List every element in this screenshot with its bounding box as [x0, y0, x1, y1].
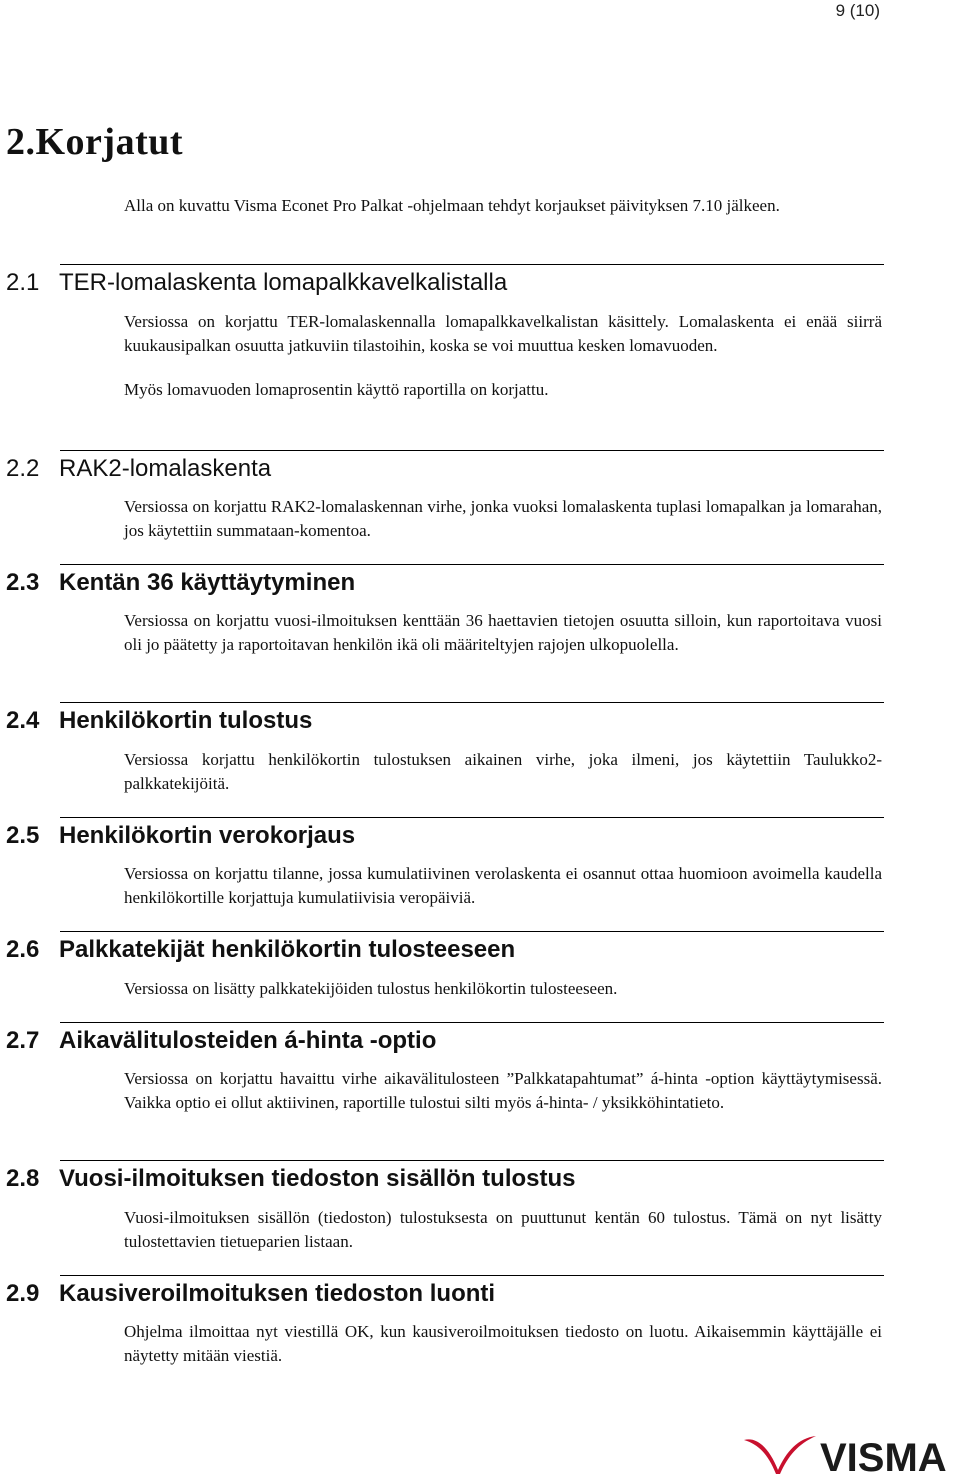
- section-heading: [6, 933, 515, 967]
- visma-logo-graphic: [742, 1430, 956, 1476]
- section-divider: [60, 817, 884, 818]
- section-heading: [6, 1024, 436, 1058]
- page-number: 9 (10): [835, 1, 880, 20]
- section-number: 2.5: [6, 822, 40, 849]
- section-number: 2.1: [6, 269, 40, 296]
- section-title: Kausiveroilmoituksen tiedoston luonti: [59, 1280, 496, 1307]
- paragraph: Ohjelma ilmoittaa nyt viestillä OK, kun kausiveroilmoituksen tiedosto on luotu. Aikaisemmin käyttäjälle ei näytetty mitään viestiä.: [124, 1322, 882, 1365]
- section-divider: [60, 931, 884, 932]
- section-body: [124, 748, 882, 796]
- section-number: 2.2: [6, 455, 40, 482]
- section-number: 2.8: [6, 1165, 40, 1192]
- section-number: 2.7: [6, 1027, 40, 1054]
- paragraph: Versiossa on korjattu TER-lomalaskennalla lomapalkkavelkalistan käsittely. Lomalaskenta ei enää siirrä kuukausipalkan osuutta jatkuviin tilastoihin, koska se voi muuttua kesken lomavuoden.: [124, 312, 882, 355]
- section-body: [124, 1206, 882, 1254]
- section-divider: [60, 702, 884, 703]
- paragraph: Versiossa on korjattu havaittu virhe aikavälitulosteen ”Palkkatapahtumat” á-hinta -option käyttäytymisessä. Vaikka optio ei ollut aktiivinen, raportille tulostui silti myös á-hinta- / yksikköhintatieto.: [124, 1069, 882, 1112]
- paragraph: Versiossa on korjattu RAK2-lomalaskennan virhe, jonka vuoksi lomalaskenta tuplasi lomapalkan ja lomarahan, jos käytettiin summataan-komentoa.: [124, 497, 882, 540]
- section-title: Aikavälitulosteiden á-hinta -optio: [59, 1027, 437, 1054]
- section-divider: [60, 1160, 884, 1161]
- section-body: [124, 1320, 882, 1368]
- section-divider: [60, 564, 884, 565]
- section-divider: [60, 450, 884, 451]
- section-divider: [60, 264, 884, 265]
- section-body: [124, 310, 882, 402]
- section-title: Vuosi-ilmoituksen tiedoston sisällön tulostus: [59, 1165, 576, 1192]
- section-divider: [60, 1022, 884, 1023]
- paragraph: Myös lomavuoden lomaprosentin käyttö raportilla on korjattu.: [124, 380, 549, 399]
- visma-logo: [742, 1430, 956, 1476]
- section-heading: [6, 266, 507, 300]
- section-heading: [6, 1277, 495, 1311]
- section-title: Henkilökortin verokorjaus: [59, 822, 356, 849]
- section-heading: [6, 1162, 576, 1196]
- paragraph: Versiossa on lisätty palkkatekijöiden tulostus henkilökortin tulosteeseen.: [124, 979, 618, 998]
- paragraph: Versiossa on korjattu tilanne, jossa kumulatiivinen verolaskenta ei osannut ottaa huomioon avoimella kaudella henkilökortille korjattuja kumulatiivisia veropäiviä.: [124, 864, 882, 907]
- section-body: [124, 977, 882, 1001]
- section-number: 2.3: [6, 569, 40, 596]
- section-heading: [6, 819, 355, 853]
- section-number: 2.4: [6, 707, 40, 734]
- section-divider: [60, 1275, 884, 1276]
- section-title: Palkkatekijät henkilökortin tulosteeseen: [59, 936, 516, 963]
- page-title: 2.Korjatut: [6, 121, 184, 163]
- intro-text: Alla on kuvattu Visma Econet Pro Palkat -ohjelmaan tehdyt korjaukset päivityksen 7.10 jälkeen.: [124, 196, 780, 215]
- section-title: Henkilökortin tulostus: [59, 707, 313, 734]
- paragraph: Versiossa korjattu henkilökortin tulostuksen aikainen virhe, joka ilmeni, jos käytettiin Taulukko2-palkkatekijöitä.: [124, 750, 882, 793]
- section-title: TER-lomalaskenta lomapalkkavelkalistalla: [59, 269, 508, 296]
- section-body: [124, 862, 882, 910]
- section-title: Kentän 36 käyttäytyminen: [59, 569, 356, 596]
- section-body: [124, 495, 882, 543]
- logo-wordmark: VISMA: [820, 1436, 947, 1476]
- paragraph: Vuosi-ilmoituksen sisällön (tiedoston) tulostuksesta on puuttunut kentän 60 tulostus. Tämä on nyt lisätty tulostettavien tietueparien listaan.: [124, 1208, 882, 1251]
- section-body: [124, 1067, 882, 1115]
- section-body: [124, 609, 882, 657]
- section-heading: [6, 566, 355, 600]
- section-heading: [6, 452, 271, 486]
- section-number: 2.6: [6, 936, 40, 963]
- paragraph: Versiossa on korjattu vuosi-ilmoituksen kenttään 36 haettavien tietojen osuutta silloin, kun raportoitava vuosi oli jo päätetty ja raportoitavan henkilön ikä oli määriteltyjen rajojen ulkopuolella.: [124, 611, 882, 654]
- section-heading: [6, 704, 312, 738]
- section-number: 2.9: [6, 1280, 40, 1307]
- section-title: RAK2-lomalaskenta: [59, 455, 272, 482]
- logo-swoosh: [744, 1436, 816, 1474]
